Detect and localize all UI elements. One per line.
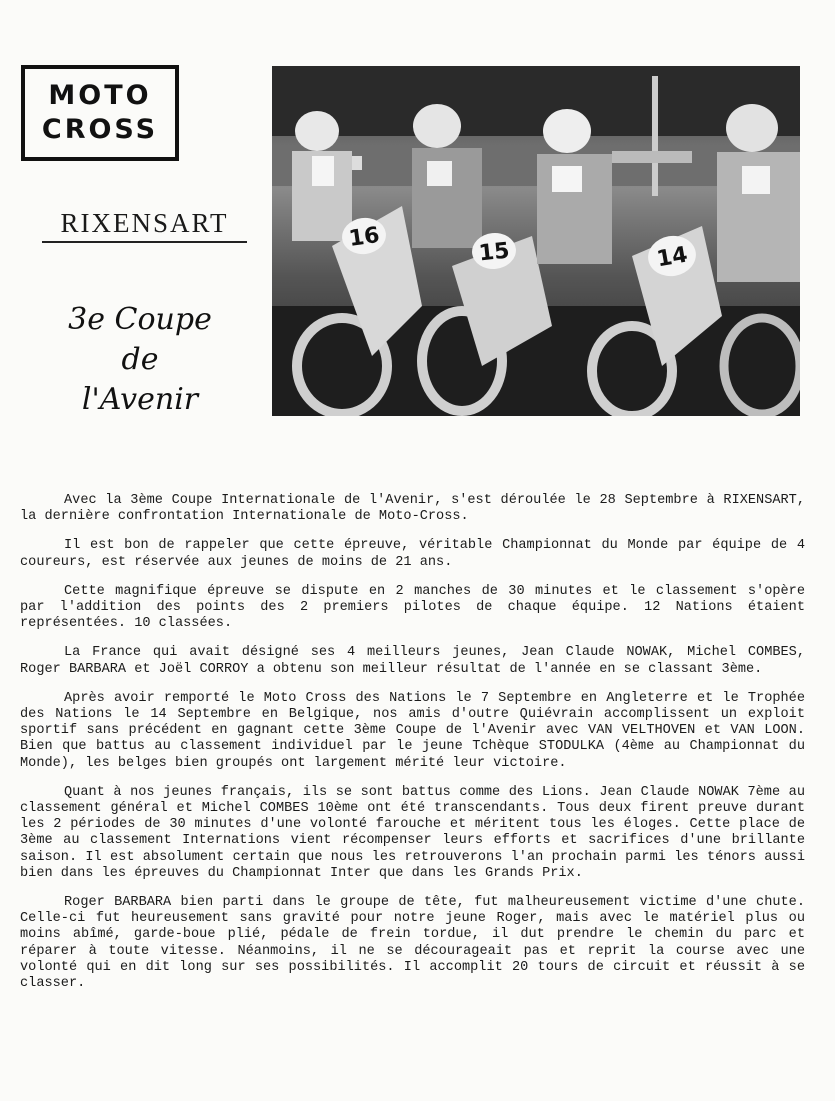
- subtitle-line-1: 3e Coupe: [68, 302, 212, 337]
- moto-cross-title-box: [21, 65, 179, 161]
- article-paragraph-5: Après avoir remporté le Moto Cross des Nations le 7 Septembre en Angleterre et le Trophée des Nations le 14 Septembre en Belgique, nos amis d'outre Quiévrain accomplissent un exploit sportif sans précédent en gagnant cette 3ème Coupe de l'Avenir avec VAN VELTHOVEN et VAN LOON. Bien que battus au classement individuel par le jeune Tchèque STODULKA (4ème au Championnat du Monde), les belges bien groupés ont largement mérité leur victoire.: [20, 690, 805, 771]
- handwritten-subtitle: [40, 300, 240, 420]
- motocross-riders-photo: [272, 66, 800, 416]
- article-paragraph-6: Quant à nos jeunes français, ils se sont battus comme des Lions. Jean Claude NOWAK 7ème au classement général et Michel COMBES 10ème ont été transcendants. Tous deux firent preuve durant les 2 périodes de 30 minutes d'une volonté farouche et méritent tous les éloges. Cette place de 3ème au classement Internations vient récompenser leurs efforts et sacrifices d'une brillante saison. Il est absolument certain que nous les retrouverons l'an prochain parmi les ténors aussi bien dans les épreuves du Championnat Inter que dans les Grands Prix.: [20, 784, 805, 881]
- subtitle-line-2: de: [121, 342, 159, 377]
- location-heading: RIXENSART: [42, 208, 247, 243]
- article-body: [20, 493, 805, 1005]
- title-line-moto: MOTO: [48, 80, 152, 111]
- article-paragraph-3: Cette magnifique épreuve se dispute en 2 manches de 30 minutes et le classement s'opère par l'addition des points des 2 premiers pilotes de chaque équipe. 12 Nations étaient représentées. 10 classées.: [20, 583, 805, 632]
- article-paragraph-1: Avec la 3ème Coupe Internationale de l'Avenir, s'est déroulée le 28 Septembre à RIXENSART, la dernière confrontation Internationale de Moto-Cross.: [20, 493, 805, 525]
- article-paragraph-7: Roger BARBARA bien parti dans le groupe de tête, fut malheureusement victime d'une chute. Celle-ci fut heureusement sans gravité pour notre jeune Roger, mais avec le matériel plus ou moins abîmé, garde-boue plié, pédale de frein tordue, il dut prendre le chemin du parc et réparer à toute vitesse. Néanmoins, il ne se décourageait pas et reprit la course avec une volonté qui en dit long sur ses possibilités. Il accomplit 20 tours de circuit et réussit à se classer.: [20, 895, 805, 992]
- title-line-cross: CROSS: [41, 114, 159, 145]
- subtitle-line-3: l'Avenir: [81, 382, 199, 417]
- bike-number-15: 15: [477, 238, 511, 267]
- bike-number-16: 16: [347, 222, 382, 252]
- article-paragraph-4: La France qui avait désigné ses 4 meilleurs jeunes, Jean Claude NOWAK, Michel COMBES, Roger BARBARA et Joël CORROY a obtenu son meilleur résultat de l'année en se classant 3ème.: [20, 645, 805, 677]
- bike-number-14: 14: [655, 242, 690, 273]
- article-paragraph-2: Il est bon de rappeler que cette épreuve, véritable Championnat du Monde par équipe de 4 coureurs, est réservée aux jeunes de moins de 21 ans.: [20, 538, 805, 570]
